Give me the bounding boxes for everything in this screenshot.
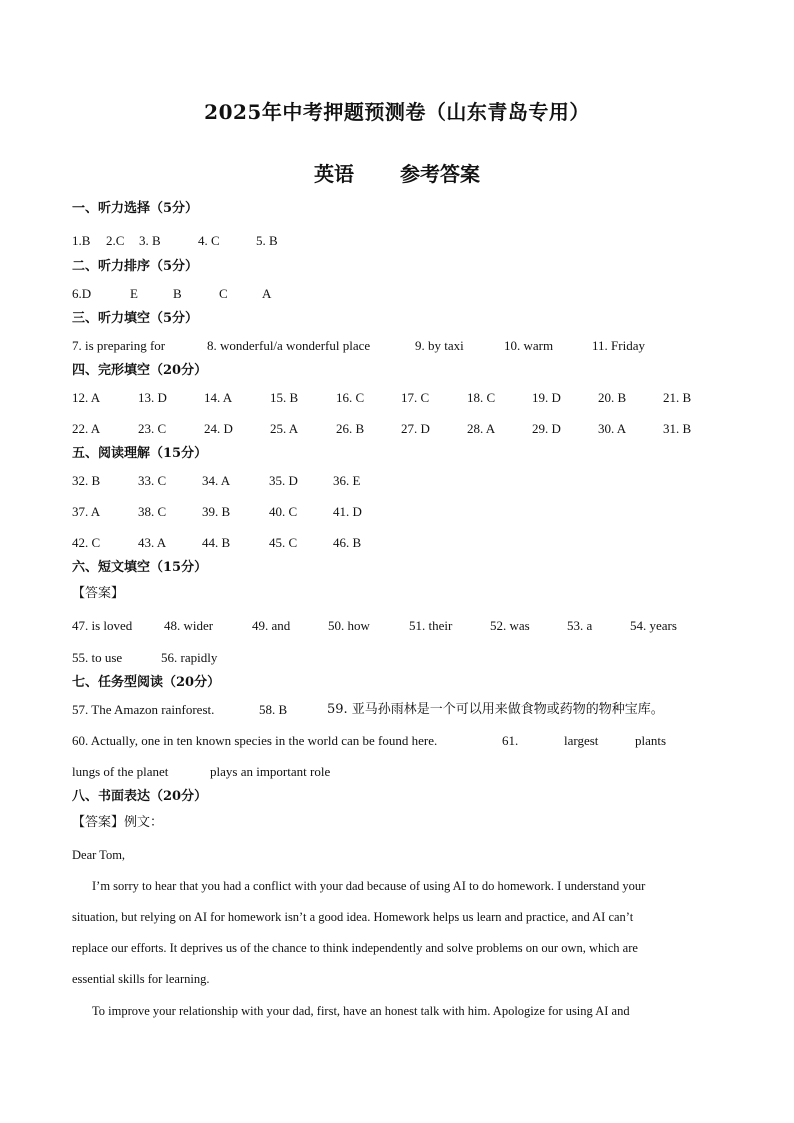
section-heading-listening-fill: 三、听力填空（5分）	[72, 311, 199, 326]
answer-row-10	[72, 650, 732, 666]
answer-row-7	[72, 504, 732, 520]
essay-line: I’m sorry to hear that you had a conflict with your dad because of using AI to do homework. I understand your	[92, 879, 646, 893]
answer-item: 41. D	[333, 504, 362, 519]
answer-row-12	[72, 733, 732, 749]
answer-row-11	[72, 702, 732, 718]
answer-item: 36. E	[333, 473, 361, 488]
answer-item: 6.D	[72, 286, 92, 301]
answer-item: 49. and	[252, 618, 291, 633]
answer-item: 43. A	[138, 535, 167, 550]
answer-item: 9. by taxi	[415, 338, 464, 353]
answer-item: 46. B	[333, 535, 362, 550]
answer-tag: 【答案】例文：	[72, 815, 164, 830]
subject-label: 英语	[314, 162, 354, 186]
answer-item: 8. wonderful/a wonderful place	[207, 338, 371, 353]
essay-line: essential skills for learning.	[72, 972, 210, 986]
answer-row-9	[72, 618, 732, 634]
answer-item: 7. is preparing for	[72, 338, 166, 353]
answer-key-label: 参考答案	[400, 162, 480, 186]
page-subtitle	[0, 158, 794, 187]
section-heading-listening-choice: 一、听力选择（5分）	[72, 201, 199, 216]
answer-item: largest	[564, 733, 599, 748]
answer-item: 4. C	[198, 233, 220, 248]
answer-item: E	[130, 286, 138, 301]
answer-item: 48. wider	[164, 618, 214, 633]
answer-item: 40. C	[269, 504, 298, 519]
answer-item: 17. C	[401, 390, 430, 405]
answer-item: 45. C	[269, 535, 298, 550]
answer-row-4	[72, 390, 732, 406]
section-heading-passage-fill: 六、短文填空（15分）	[72, 560, 208, 575]
answer-row-6	[72, 473, 732, 489]
answer-item: 34. A	[202, 473, 231, 488]
answer-row-5	[72, 421, 732, 437]
section-heading-cloze: 四、完形填空（20分）	[72, 363, 208, 378]
answer-item: 33. C	[138, 473, 167, 488]
answer-item: 15. B	[270, 390, 299, 405]
answer-item: C	[219, 286, 228, 301]
answer-item: 11. Friday	[592, 338, 645, 353]
answer-item: plants	[635, 733, 667, 748]
answer-row-13	[72, 764, 732, 780]
answer-tag: 【答案】	[72, 586, 125, 601]
essay-line: To improve your relationship with your dad, first, have an honest talk with him. Apologize for using AI and	[92, 1004, 630, 1018]
section-heading-reading: 五、阅读理解（15分）	[72, 446, 208, 461]
answer-item: 32. B	[72, 473, 101, 488]
answer-row-3	[72, 338, 732, 354]
essay-greeting: Dear Tom,	[72, 848, 126, 862]
answer-item: lungs of the planet	[72, 764, 169, 779]
answer-item: B	[173, 286, 182, 301]
answer-item: 37. A	[72, 504, 101, 519]
essay-line: replace our efforts. It deprives us of the chance to think independently and solve problems on our own, which are	[72, 941, 638, 955]
answer-item: 38. C	[138, 504, 167, 519]
answer-item: 20. B	[598, 390, 627, 405]
answer-item: 18. C	[467, 390, 496, 405]
answer-row-1	[72, 233, 732, 249]
answer-item: 55. to use	[72, 650, 123, 665]
answer-item: 57. The Amazon rainforest.	[72, 702, 215, 717]
answer-item: 56. rapidly	[161, 650, 218, 665]
answer-item: 28. A	[467, 421, 496, 436]
answer-item: 50. how	[328, 618, 370, 633]
answer-row-8	[72, 535, 732, 551]
answer-item: 10. warm	[504, 338, 554, 353]
answer-item: plays an important role	[210, 764, 331, 779]
answer-item: 1.B	[72, 233, 91, 248]
answer-item: 25. A	[270, 421, 299, 436]
answer-item: 31. B	[663, 421, 692, 436]
answer-item: 51. their	[409, 618, 453, 633]
section-heading-listening-order: 二、听力排序（5分）	[72, 259, 199, 274]
answer-item: 16. C	[336, 390, 365, 405]
answer-item: 42. C	[72, 535, 101, 550]
answer-item: 39. B	[202, 504, 231, 519]
answer-item: 19. D	[532, 390, 561, 405]
section-heading-task-reading: 七、任务型阅读（20分）	[72, 675, 221, 690]
answer-item: 14. A	[204, 390, 233, 405]
answer-item: 58. B	[259, 702, 288, 717]
answer-item: 52. was	[490, 618, 530, 633]
answer-item: 3. B	[139, 233, 161, 248]
answer-item: 35. D	[269, 473, 298, 488]
answer-item: 30. A	[598, 421, 627, 436]
answer-item: 2.C	[106, 233, 125, 248]
answer-item: 5. B	[256, 233, 278, 248]
answer-item: 29. D	[532, 421, 561, 436]
answer-item: 22. A	[72, 421, 101, 436]
answer-item: 54. years	[630, 618, 677, 633]
answer-item: 21. B	[663, 390, 692, 405]
answer-item: A	[262, 286, 272, 301]
answer-item: 44. B	[202, 535, 231, 550]
answer-item: 12. A	[72, 390, 101, 405]
answer-item: 61.	[502, 733, 519, 748]
answer-item: 53. a	[567, 618, 593, 633]
answer-item: 60. Actually, one in ten known species in the world can be found here.	[72, 733, 438, 748]
answer-item: 59. 亚马孙雨林是一个可以用来做食物或药物的物种宝库。	[327, 702, 664, 717]
answer-item: 24. D	[204, 421, 233, 436]
answer-item: 47. is loved	[72, 618, 133, 633]
section-heading-writing: 八、书面表达（20分）	[72, 789, 208, 804]
essay-line: situation, but relying on AI for homework isn’t a good idea. Homework helps us learn and practice, and AI can’t	[72, 910, 634, 924]
answer-item: 23. C	[138, 421, 167, 436]
page-title: 2025年中考押题预测卷（山东青岛专用）	[204, 100, 590, 124]
answer-row-2	[72, 286, 732, 302]
answer-item: 13. D	[138, 390, 167, 405]
answer-item: 26. B	[336, 421, 365, 436]
answer-item: 27. D	[401, 421, 430, 436]
